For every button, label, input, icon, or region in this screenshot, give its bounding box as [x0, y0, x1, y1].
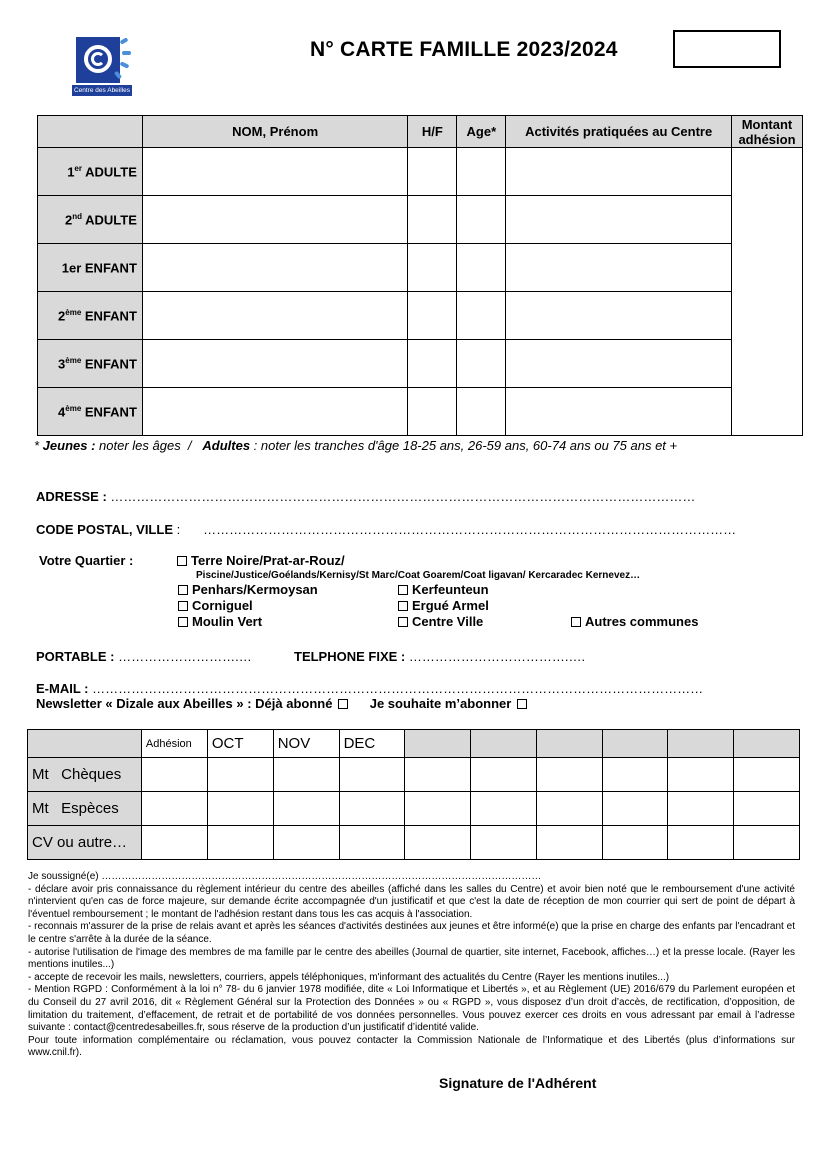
fixe-dots: ……………………………….….: [408, 649, 586, 664]
row-rest: ADULTE: [85, 164, 137, 180]
checkbox-icon[interactable]: [571, 617, 581, 627]
logo-caption: Centre des Abeilles: [73, 87, 130, 94]
legal-droit-image: - autorise l'utilisation de l'image des membres de ma famille par le centre des abeilles (Journal de quartier, site internet, Facebook, affiches…) et la presse locale. (Rayer les mentions inutiles...): [28, 946, 795, 971]
table-row: [38, 148, 803, 196]
table-row: [38, 244, 803, 292]
quartier-section: [39, 553, 739, 633]
newsletter-text: Newsletter « Dizale aux Abeilles » : Déjà abonné: [36, 696, 333, 711]
email-dots: ……………………………………………………………………………………………………………………………: [92, 681, 704, 696]
logo-spiral-inner: [91, 52, 105, 66]
portable-field[interactable]: [36, 649, 252, 664]
row-sup: ème: [65, 403, 82, 413]
row-sup: ème: [65, 355, 82, 365]
payment-cell[interactable]: [668, 826, 734, 860]
row-sup: er: [74, 163, 82, 173]
payment-cell[interactable]: [734, 826, 800, 860]
cell-activites[interactable]: [506, 244, 732, 292]
option-moulin-vert[interactable]: [178, 614, 262, 629]
cell-activites[interactable]: [506, 388, 732, 436]
header-month-blank: [668, 730, 734, 758]
checkbox-icon[interactable]: [398, 601, 408, 611]
telephone-fixe-field[interactable]: [294, 649, 585, 664]
payments-header-row: [28, 730, 800, 758]
age-footnote: [34, 438, 677, 453]
cell-hf[interactable]: [408, 340, 457, 388]
row-label-cheques: Mt Chèques: [28, 758, 142, 792]
table-row: [28, 826, 800, 860]
checkbox-icon[interactable]: [178, 617, 188, 627]
header-month-blank: [602, 730, 668, 758]
payment-cell[interactable]: [668, 758, 734, 792]
payment-cell[interactable]: [602, 826, 668, 860]
payment-cell[interactable]: [273, 792, 339, 826]
footnote-jeunes-text: noter les âges /: [95, 438, 203, 453]
footnote-jeunes-label: Jeunes :: [42, 438, 96, 453]
cell-age[interactable]: [457, 388, 506, 436]
header-month-blank: [536, 730, 602, 758]
cell-hf[interactable]: [408, 148, 457, 196]
header-oct: OCT: [207, 730, 273, 758]
cell-hf[interactable]: [408, 292, 457, 340]
montant-line2: adhésion: [738, 131, 796, 147]
option-label: Ergué Armel: [412, 598, 489, 613]
header-nom-prenom: NOM, Prénom: [142, 116, 408, 148]
payment-cell[interactable]: [339, 792, 405, 826]
signature-label: Signature de l'Adhérent: [439, 1075, 597, 1091]
code-postal-ville-field[interactable]: [36, 522, 736, 537]
cell-nom[interactable]: [142, 148, 408, 196]
newsletter-line: [36, 696, 531, 711]
table-row: [38, 340, 803, 388]
montant-line1: Montant: [741, 116, 793, 132]
cell-activites[interactable]: [506, 148, 732, 196]
header-montant-adhesion: [731, 116, 802, 148]
header-dec: DEC: [339, 730, 405, 758]
payment-cell[interactable]: [536, 826, 602, 860]
logo-ray: [120, 61, 130, 68]
row-rest: ADULTE: [85, 212, 137, 228]
row-label-adulte-1: [38, 148, 143, 196]
payment-cell[interactable]: [207, 758, 273, 792]
card-number-box[interactable]: [673, 30, 781, 68]
payment-cell[interactable]: [602, 758, 668, 792]
option-label: Centre Ville: [412, 614, 484, 629]
cell-hf[interactable]: [408, 196, 457, 244]
payment-cell[interactable]: [273, 826, 339, 860]
cell-montant-adhesion[interactable]: [731, 148, 802, 436]
footnote-adultes-text: : noter les tranches d'âge 18-25 ans, 26-59 ans, 60-74 ans ou 75 ans et +: [250, 438, 678, 453]
checkbox-icon[interactable]: [177, 556, 187, 566]
logo-ray: [122, 51, 131, 55]
option-kerfeunteun[interactable]: [398, 582, 489, 597]
row-num: 2: [64, 212, 73, 228]
payment-cell[interactable]: [471, 792, 537, 826]
option-autres-communes[interactable]: [571, 614, 698, 629]
page-title: N° CARTE FAMILLE 2023/2024: [310, 38, 618, 61]
option-label: Autres communes: [585, 614, 699, 629]
payment-cell[interactable]: [207, 826, 273, 860]
legal-rgpd: - Mention RGPD : Conformément à la loi n° 78- du 6 janvier 1978 modifiée, dite « Loi Informatique et Libertés », et au Règlement (UE) 2016/679 du Parlement européen et du Conseil du 27 avril 2016, dit « Règlement Général sur la Protection des Données » ou « RGPD », vous disposez d’un droit d’accès, de rectification, d’opposition, de limitation du traitement, d’effacement, de retrait et de portabilité de vos données personnelles. Vous pouvez exercer ces droits en vous adressant par email à l’adresse suivante : contact@centredesabeilles.fr, sous réserve de la production d’un justificatif d’identité valide.: [28, 984, 795, 1034]
row-label-enfant-2: [38, 292, 143, 340]
header-hf: H/F: [408, 116, 457, 148]
cell-nom[interactable]: [142, 292, 408, 340]
cell-nom[interactable]: [142, 340, 408, 388]
payment-cell[interactable]: [405, 758, 471, 792]
cell-nom[interactable]: [142, 196, 408, 244]
checkbox-souhaite-abonner[interactable]: [517, 699, 527, 709]
cell-age[interactable]: [457, 244, 506, 292]
legal-reglement: - déclare avoir pris connaissance du règlement intérieur du centre des abeilles (affiché dans les salles du Centre) et avoir bien noté que le remboursement d'une activité n'intervient qu'en cas de force majeure, sur demande écrite accompagnée d'un justificatif et que c'est la date de réception de mon courrier qui sert de point de départ à l'éventuel remboursement ; le montant de l'adhésion restant dans tous les cas acquis à l'association.: [28, 883, 795, 920]
footnote-adultes-label: Adultes: [202, 438, 251, 453]
payment-cell[interactable]: [141, 792, 207, 826]
centre-des-abeilles-logo: [72, 33, 132, 97]
table-row: [38, 388, 803, 436]
option-ergue-armel[interactable]: [398, 598, 489, 613]
legal-communications: - accepte de recevoir les mails, newsletters, courriers, appels téléphoniques, m'informant des actualités du Centre (Rayer les mentions inutiles...): [28, 971, 670, 983]
logo-ray: [120, 37, 129, 44]
row-num: 1er: [61, 260, 82, 276]
cell-age[interactable]: [457, 148, 506, 196]
payment-cell[interactable]: [471, 826, 537, 860]
header-age: Age*: [457, 116, 506, 148]
cell-nom[interactable]: [142, 244, 408, 292]
option-label: Corniguel: [192, 598, 253, 613]
email-field[interactable]: [36, 681, 703, 696]
cell-hf[interactable]: [408, 244, 457, 292]
option-label: Moulin Vert: [192, 614, 263, 629]
email-label: E-MAIL :: [36, 681, 93, 696]
row-num: 1: [67, 164, 75, 180]
header-adhesion: Adhésion: [141, 730, 207, 758]
cp-colon: :: [173, 522, 192, 537]
checkbox-icon[interactable]: [398, 617, 408, 627]
quartier-sub-list: Piscine/Justice/Goélands/Kernisy/St Marc/Coat Goarem/Coat ligavan/ Kercaradec Kernevez…: [196, 570, 641, 581]
payments-table: [27, 729, 800, 860]
legal-soussigne: Je soussigné(e) ……………………………………………………………………………………………………………………: [28, 871, 542, 882]
checkbox-icon[interactable]: [178, 585, 188, 595]
table-row: [28, 792, 800, 826]
cell-age[interactable]: [457, 196, 506, 244]
cp-label: CODE POSTAL, VILLE: [36, 522, 173, 537]
payment-cell[interactable]: [405, 792, 471, 826]
payment-cell[interactable]: [734, 792, 800, 826]
option-label: Penhars/Kermoysan: [192, 582, 318, 597]
adresse-field[interactable]: [36, 489, 695, 504]
row-rest: ENFANT: [84, 308, 137, 324]
header-empty: [38, 116, 143, 148]
legal-prise-relais: - reconnais m'assurer de la prise de relais avant et après les séances d'activités destinées aux jeunes et être informé(e) que la prise en charge des enfants par l'encadrant et le centre s'arrête à la durée de la séance.: [28, 921, 795, 945]
row-num: 2: [58, 308, 66, 324]
members-header-row: [38, 116, 803, 148]
payment-cell[interactable]: [536, 758, 602, 792]
cp-dots: ……………………………………………………………………………………………………………: [203, 522, 737, 537]
option-corniguel[interactable]: [178, 598, 253, 613]
header-month-blank: [734, 730, 800, 758]
option-terre-noire[interactable]: [177, 553, 345, 568]
payment-cell[interactable]: [141, 826, 207, 860]
table-row: [38, 292, 803, 340]
row-label-enfant-4: [38, 388, 143, 436]
payment-cell[interactable]: [339, 758, 405, 792]
payment-cell[interactable]: [273, 758, 339, 792]
row-label-enfant-3: [38, 340, 143, 388]
payment-cell[interactable]: [668, 792, 734, 826]
adresse-label: ADRESSE :: [36, 489, 111, 504]
row-sup: ème: [65, 307, 82, 317]
payment-cell[interactable]: [536, 792, 602, 826]
header-month-blank: [471, 730, 537, 758]
payment-cell[interactable]: [339, 826, 405, 860]
row-label-enfant-1: [38, 244, 143, 292]
header-month-blank: [405, 730, 471, 758]
cell-activites[interactable]: [506, 292, 732, 340]
portable-dots: ……………………….…: [118, 649, 252, 664]
legal-text: [28, 871, 795, 1060]
header-nov: NOV: [273, 730, 339, 758]
cell-activites[interactable]: [506, 196, 732, 244]
cell-hf[interactable]: [408, 388, 457, 436]
payment-cell[interactable]: [207, 792, 273, 826]
header-activites: Activités pratiquées au Centre: [506, 116, 732, 148]
quartier-label: Votre Quartier :: [39, 553, 134, 568]
row-rest: ENFANT: [84, 356, 137, 372]
option-label: Terre Noire/Prat-ar-Rouz/: [191, 553, 345, 568]
portable-label: PORTABLE :: [36, 649, 119, 664]
row-sup: nd: [72, 211, 82, 221]
table-row: [28, 758, 800, 792]
cell-age[interactable]: [457, 292, 506, 340]
footnote-star: *: [34, 438, 43, 453]
row-label-especes: Mt Espèces: [28, 792, 142, 826]
row-num: 4: [58, 404, 66, 420]
row-rest: ENFANT: [84, 404, 137, 420]
cell-activites[interactable]: [506, 340, 732, 388]
cell-age[interactable]: [457, 340, 506, 388]
payments-header-empty: [28, 730, 142, 758]
payment-cell[interactable]: [141, 758, 207, 792]
row-label-adulte-2: [38, 196, 143, 244]
members-table: [37, 115, 803, 436]
checkbox-deja-abonne[interactable]: [338, 699, 348, 709]
checkbox-icon[interactable]: [398, 585, 408, 595]
checkbox-icon[interactable]: [178, 601, 188, 611]
legal-cnil: Pour toute information complémentaire ou réclamation, vous pouvez contacter la Commission Nationale de l’Informatique et des Libertés (plus d’informations sur www.cnil.fr).: [28, 1034, 795, 1059]
option-penhars[interactable]: [178, 582, 318, 597]
payment-cell[interactable]: [471, 758, 537, 792]
row-rest: ENFANT: [84, 260, 137, 276]
table-row: [38, 196, 803, 244]
row-label-cv-autre: CV ou autre…: [28, 826, 142, 860]
row-num: 3: [58, 356, 66, 372]
fixe-label: TELPHONE FIXE :: [294, 649, 409, 664]
payment-cell[interactable]: [405, 826, 471, 860]
option-label: Kerfeunteun: [412, 582, 489, 597]
cell-nom[interactable]: [142, 388, 408, 436]
payment-cell[interactable]: [734, 758, 800, 792]
adresse-dots: ………………………………………………………………………………………………………………………: [110, 489, 696, 504]
newsletter-subscribe-label: Je souhaite m’abonner: [369, 696, 512, 711]
payment-cell[interactable]: [602, 792, 668, 826]
option-centre-ville[interactable]: [398, 614, 483, 629]
